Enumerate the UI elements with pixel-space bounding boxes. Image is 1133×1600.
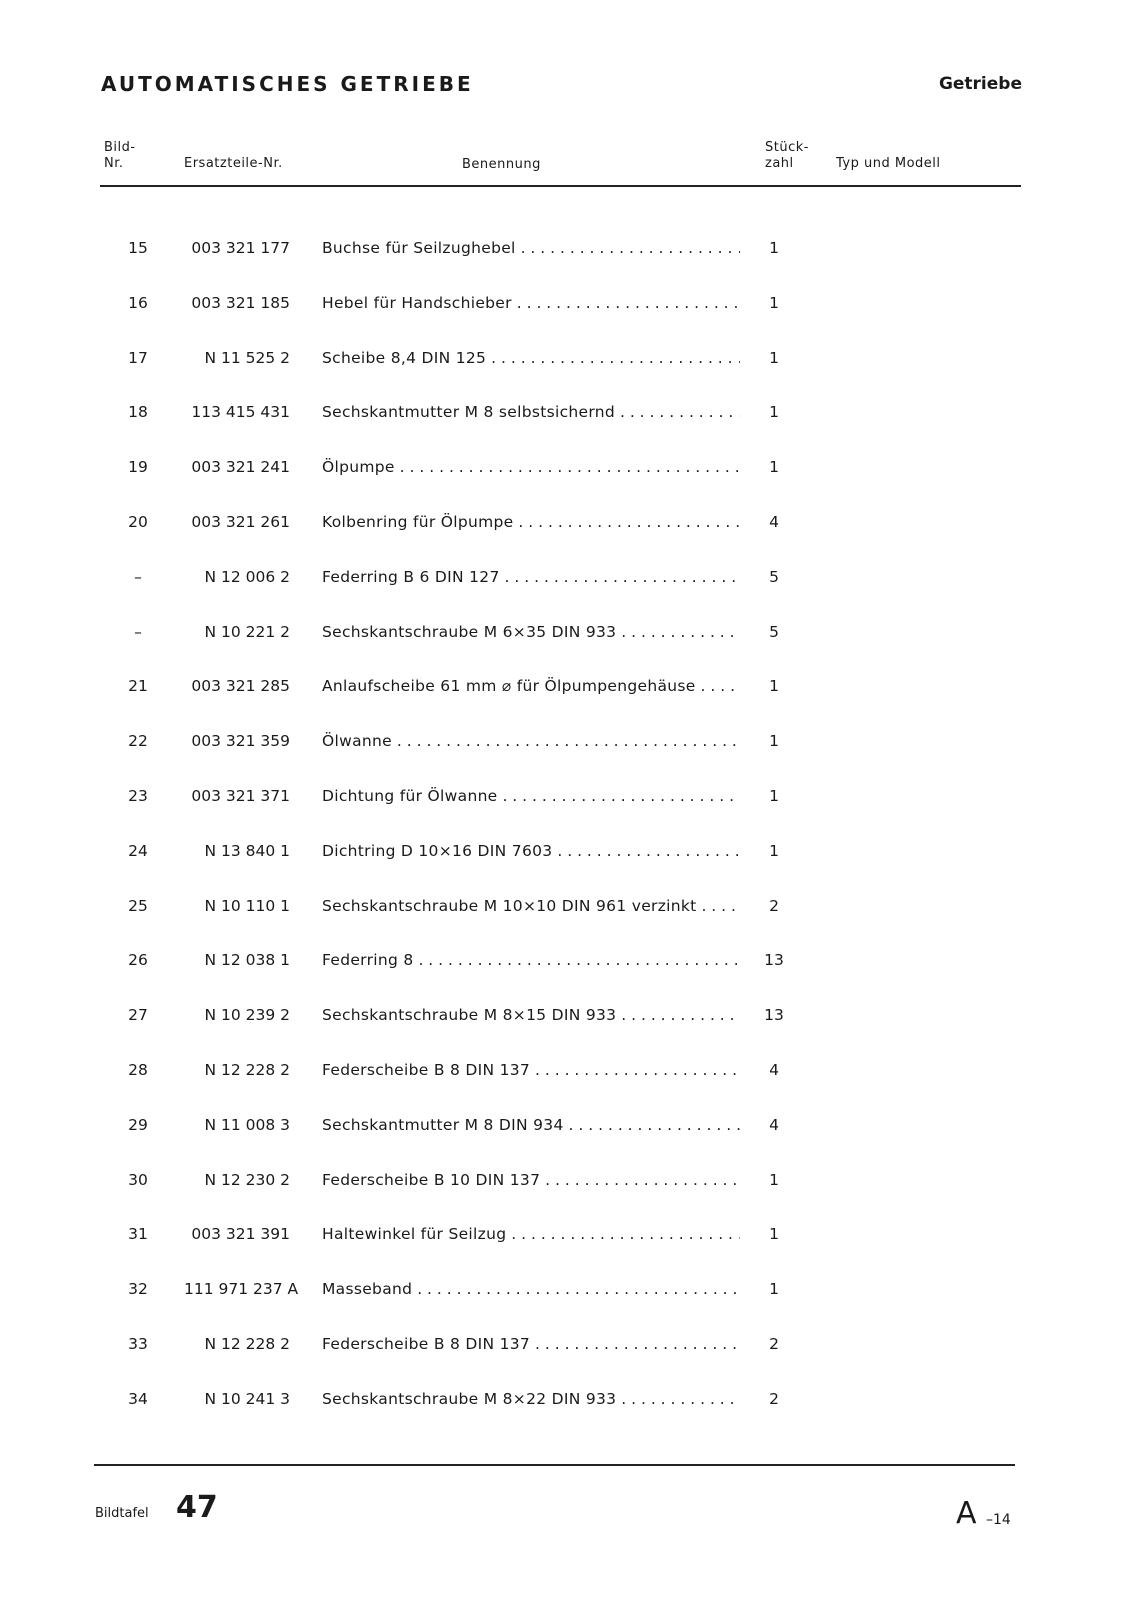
table-row — [0, 1334, 1133, 1389]
quantity-cell: 1 — [769, 348, 779, 367]
part-number-cell: N 12 006 2 — [204, 567, 290, 586]
part-name-cell: Anlaufscheibe 61 mm ⌀ für Ölpumpengehäuse . . . — [322, 676, 740, 696]
quantity-cell: 1 — [769, 786, 779, 805]
quantity-cell: 1 — [769, 403, 779, 422]
table-row — [0, 1005, 1133, 1060]
quantity-cell: 1 — [769, 239, 779, 257]
part-name-cell: Sechskantschraube M 10×10 DIN 961 verzinkt . . . — [322, 896, 740, 916]
column-header-stueckzahl — [765, 140, 809, 172]
quantity-cell: 1 — [769, 1280, 779, 1299]
part-name-cell: Sechskantmutter M 8 selbstsichernd . . . — [322, 402, 740, 422]
part-number-cell: N 10 239 2 — [204, 1006, 290, 1025]
part-name-cell: Federscheibe B 10 DIN 137 . . . — [322, 1170, 740, 1190]
quantity-cell: 1 — [769, 1225, 779, 1244]
table-row — [0, 1115, 1133, 1170]
table-row — [0, 1170, 1133, 1225]
bild-nr-cell: 31 — [128, 1225, 148, 1244]
part-name-cell: Ölpumpe . . . — [322, 457, 740, 477]
bild-nr-cell: 19 — [128, 458, 148, 477]
table-row — [0, 238, 1133, 293]
part-name-cell: Scheibe 8,4 DIN 125 . . . — [322, 348, 740, 368]
part-name-cell: Dichtung für Ölwanne . . . — [322, 786, 740, 806]
part-number-cell: 111 971 237 A — [184, 1280, 299, 1299]
quantity-cell: 2 — [769, 1389, 779, 1408]
bild-nr-cell: 16 — [128, 293, 148, 312]
table-row — [0, 841, 1133, 896]
table-row — [0, 1389, 1133, 1444]
part-number-cell: N 12 228 2 — [204, 1060, 290, 1079]
quantity-cell: 5 — [769, 622, 779, 641]
bild-nr-cell: 29 — [128, 1115, 148, 1134]
part-name-cell: Sechskantschraube M 6×35 DIN 933 . . . — [322, 622, 740, 642]
part-name-cell: Buchse für Seilzughebel . . . — [322, 238, 740, 258]
column-header-ersatzteile-nr: Ersatzteile-Nr. — [184, 156, 283, 171]
part-number-cell: 003 321 241 — [191, 458, 290, 477]
quantity-cell: 1 — [769, 677, 779, 696]
table-row — [0, 567, 1133, 622]
part-number-cell: N 12 230 2 — [204, 1170, 290, 1189]
part-number-cell: N 10 241 3 — [204, 1389, 290, 1408]
table-row — [0, 896, 1133, 951]
table-row — [0, 1279, 1133, 1334]
quantity-cell: 13 — [764, 951, 784, 970]
column-header-bild-nr — [104, 140, 136, 172]
bild-nr-cell: 22 — [128, 732, 148, 751]
quantity-cell: 1 — [769, 1170, 779, 1189]
part-name-cell: Dichtring D 10×16 DIN 7603 . . . — [322, 841, 740, 861]
part-number-cell: N 11 525 2 — [204, 348, 290, 367]
bild-nr-cell: 15 — [128, 239, 148, 257]
bild-nr-cell: 23 — [128, 786, 148, 805]
bild-nr-cell: 34 — [128, 1389, 148, 1408]
part-number-cell: 003 321 359 — [191, 732, 290, 751]
quantity-cell: 1 — [769, 841, 779, 860]
bild-nr-cell: 25 — [128, 896, 148, 915]
table-row — [0, 950, 1133, 1005]
page-letter: A — [956, 1496, 977, 1531]
quantity-cell: 1 — [769, 458, 779, 477]
part-name-cell: Federscheibe B 8 DIN 137 . . . — [322, 1060, 740, 1080]
quantity-cell: 2 — [769, 1334, 779, 1353]
part-number-cell: 003 321 177 — [191, 239, 290, 257]
header-rule — [100, 185, 1021, 187]
part-number-cell: N 11 008 3 — [204, 1115, 290, 1134]
table-row — [0, 1060, 1133, 1115]
quantity-cell: 4 — [769, 1115, 779, 1134]
table-row — [0, 293, 1133, 348]
part-name-cell: Kolbenring für Ölpumpe . . . — [322, 512, 740, 532]
table-row — [0, 402, 1133, 457]
part-name-cell: Sechskantschraube M 8×15 DIN 933 . . . — [322, 1005, 740, 1025]
part-name-cell: Sechskantmutter M 8 DIN 934 . . . — [322, 1115, 740, 1135]
part-name-cell: Haltewinkel für Seilzug . . . — [322, 1224, 740, 1244]
table-row — [0, 512, 1133, 567]
section-title: Getriebe — [938, 74, 1022, 94]
bild-nr-cell: 28 — [128, 1060, 148, 1079]
table-row — [0, 676, 1133, 731]
part-name-cell: Masseband . . . — [322, 1279, 740, 1299]
bild-nr-cell: 30 — [128, 1170, 148, 1189]
quantity-cell: 4 — [769, 1060, 779, 1079]
bildtafel-label: Bildtafel — [95, 1506, 149, 1521]
part-number-cell: N 13 840 1 — [204, 841, 290, 860]
table-row — [0, 786, 1133, 841]
quantity-cell: 4 — [769, 512, 779, 531]
quantity-cell: 5 — [769, 567, 779, 586]
bild-nr-cell: 27 — [128, 1006, 148, 1025]
bildtafel-number: 47 — [176, 1490, 218, 1525]
parts-table — [0, 238, 1133, 1444]
part-number-cell: 003 321 391 — [191, 1225, 290, 1244]
quantity-cell: 13 — [764, 1006, 784, 1025]
column-header-bild-nr-text: Bild- Nr. — [104, 140, 136, 171]
bild-nr-cell: 18 — [128, 403, 148, 422]
table-row — [0, 731, 1133, 786]
bild-nr-cell: 24 — [128, 841, 148, 860]
part-number-cell: N 12 228 2 — [204, 1334, 290, 1353]
page-number: –14 — [986, 1512, 1011, 1528]
column-header-stueckzahl-text: Stück- zahl — [765, 140, 809, 171]
part-name-cell: Federring 8 . . . — [322, 950, 740, 970]
part-number-cell: 113 415 431 — [191, 403, 290, 422]
quantity-cell: 1 — [769, 732, 779, 751]
bild-nr-cell: 17 — [128, 348, 148, 367]
table-row — [0, 457, 1133, 512]
footer-rule — [94, 1464, 1015, 1466]
part-number-cell: 003 321 185 — [191, 293, 290, 312]
bild-nr-cell: 21 — [128, 677, 148, 696]
table-row — [0, 348, 1133, 403]
part-number-cell: N 12 038 1 — [204, 951, 290, 970]
page-title: AUTOMATISCHES GETRIEBE — [101, 72, 474, 96]
part-number-cell: 003 321 285 — [191, 677, 290, 696]
part-name-cell: Hebel für Handschieber . . . — [322, 293, 740, 313]
part-name-cell: Sechskantschraube M 8×22 DIN 933 . . . — [322, 1389, 740, 1409]
table-row — [0, 1224, 1133, 1279]
column-header-typ-modell: Typ und Modell — [836, 156, 941, 171]
part-name-cell: Ölwanne . . . — [322, 731, 740, 751]
part-number-cell: N 10 221 2 — [204, 622, 290, 641]
part-number-cell: 003 321 371 — [191, 786, 290, 805]
bild-nr-cell: – — [134, 622, 142, 641]
table-row — [0, 622, 1133, 677]
bild-nr-cell: – — [134, 567, 142, 586]
bild-nr-cell: 20 — [128, 512, 148, 531]
quantity-cell: 1 — [769, 293, 779, 312]
bild-nr-cell: 32 — [128, 1280, 148, 1299]
bild-nr-cell: 33 — [128, 1334, 148, 1353]
part-name-cell: Federring B 6 DIN 127 . . . — [322, 567, 740, 587]
bild-nr-cell: 26 — [128, 951, 148, 970]
quantity-cell: 2 — [769, 896, 779, 915]
column-header-benennung: Benennung — [462, 157, 541, 172]
part-name-cell: Federscheibe B 8 DIN 137 . . . — [322, 1334, 740, 1354]
part-number-cell: N 10 110 1 — [204, 896, 290, 915]
part-number-cell: 003 321 261 — [191, 512, 290, 531]
